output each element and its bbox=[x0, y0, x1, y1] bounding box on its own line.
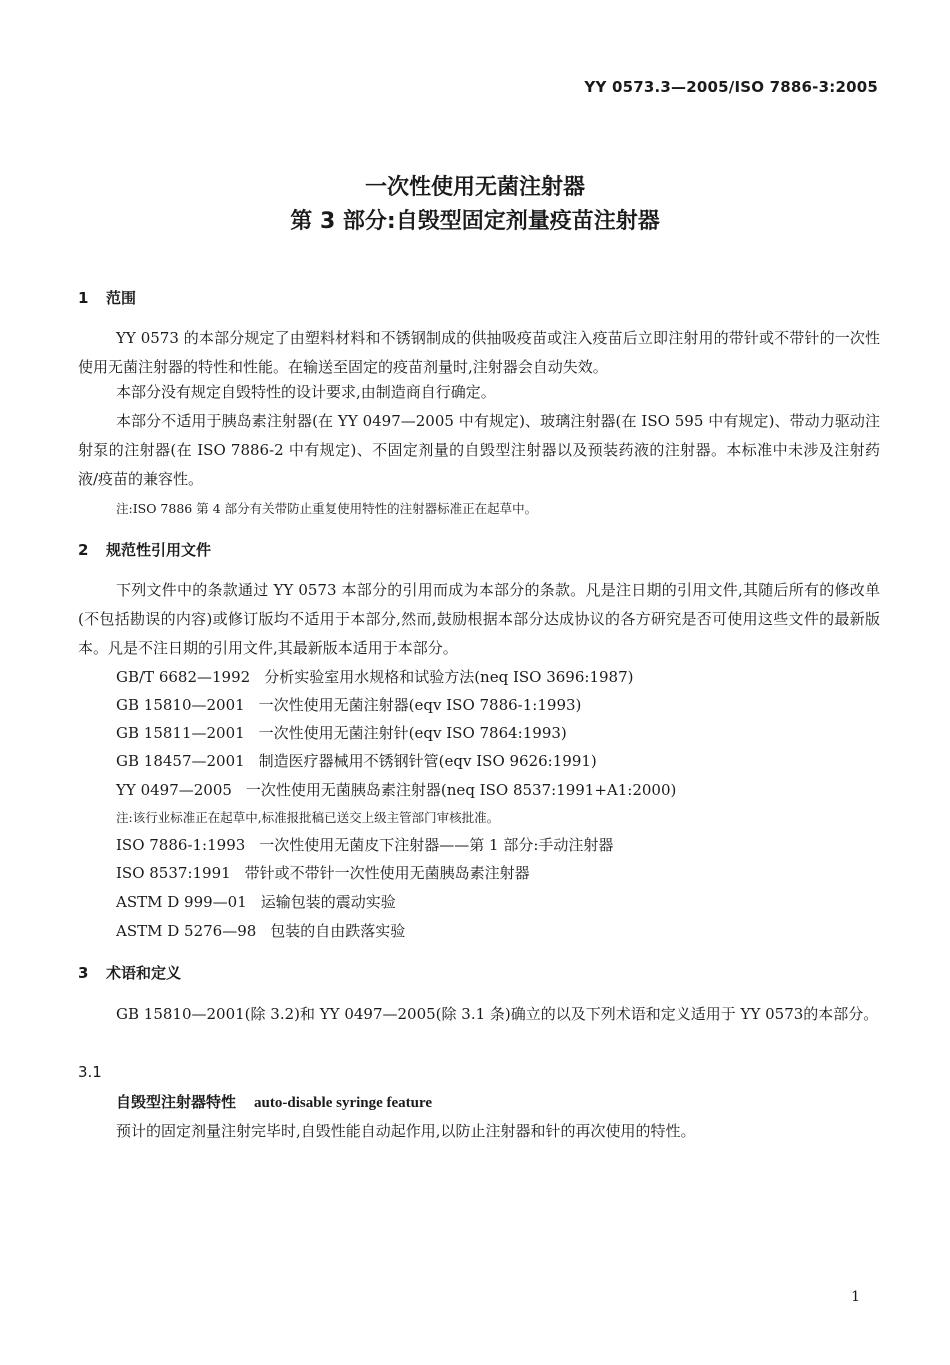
section-number: 2 bbox=[78, 541, 89, 559]
reference-code: GB/T 6682—1992 bbox=[116, 668, 251, 686]
reference-title: 分析实验室用水规格和试验方法(neq ISO 3696:1987) bbox=[264, 668, 634, 686]
reference-title: 带针或不带针一次性使用无菌胰岛素注射器 bbox=[244, 864, 530, 882]
section-3-paragraph-1: GB 15810—2001(除 3.2)和 YY 0497—2005(除 3.1 条)确立的以及下列术语和定义适用于 YY 0573的本部分。 bbox=[116, 1005, 879, 1023]
section-title: 范围 bbox=[106, 289, 137, 307]
standard-code: YY 0573.3—2005/ISO 7886-3:2005 bbox=[584, 78, 878, 96]
section-title: 术语和定义 bbox=[106, 964, 182, 982]
reference-code: ISO 8537:1991 bbox=[116, 864, 231, 882]
reference-item bbox=[116, 834, 613, 855]
reference-code: GB 18457—2001 bbox=[116, 752, 245, 770]
section-3-heading bbox=[78, 962, 181, 983]
reference-item bbox=[116, 750, 597, 771]
reference-item bbox=[116, 891, 396, 912]
section-1-heading bbox=[78, 287, 136, 308]
reference-item bbox=[116, 779, 676, 800]
document-title: 一次性使用无菌注射器 bbox=[364, 175, 585, 200]
reference-code: ASTM D 5276—98 bbox=[116, 922, 257, 940]
reference-title: 制造医疗器械用不锈钢针管(eqv ISO 9626:1991) bbox=[258, 752, 597, 770]
reference-code: YY 0497—2005 bbox=[116, 781, 232, 799]
section-1-note: 注:ISO 7886 第 4 部分有关带防止重复使用特性的注射器标准正在起草中。 bbox=[116, 501, 538, 516]
section-title: 规范性引用文件 bbox=[106, 541, 212, 559]
reference-code: ASTM D 999—01 bbox=[116, 893, 247, 911]
section-1-paragraph-3: 本部分不适用于胰岛素注射器(在 YY 0497—2005 中有规定)、玻璃注射器(在 ISO 595 中有规定)、带动力驱动注射泵的注射器(在 ISO 7886-2 中有规定)、不固定剂量的自毁型注射器以及预装药液的注射器。本标准中未涉及注射药液/疫苗的兼容性。 bbox=[78, 412, 880, 488]
term-definition: 预计的固定剂量注射完毕时,自毁性能自动起作用,以防止注射器和针的再次使用的特性。 bbox=[116, 1122, 696, 1140]
reference-item bbox=[116, 862, 530, 883]
section-2-note: 注:该行业标准正在起草中,标准报批稿已送交上级主管部门审核批准。 bbox=[116, 810, 500, 825]
section-number: 3 bbox=[78, 964, 89, 982]
section-1-paragraph-2: 本部分没有规定自毁特性的设计要求,由制造商自行确定。 bbox=[116, 383, 496, 401]
reference-title: 一次性使用无菌注射针(eqv ISO 7864:1993) bbox=[258, 724, 567, 742]
reference-title: 一次性使用无菌胰岛素注射器(neq ISO 8537:1991+A1:2000) bbox=[245, 781, 677, 799]
clause-number: 3.1 bbox=[78, 1063, 102, 1081]
document-subtitle: 第 3 部分:自毁型固定剂量疫苗注射器 bbox=[290, 209, 660, 234]
reference-code: GB 15811—2001 bbox=[116, 724, 245, 742]
term-chinese: 自毁型注射器特性 bbox=[116, 1093, 237, 1111]
reference-title: 一次性使用无菌皮下注射器——第 1 部分:手动注射器 bbox=[259, 836, 614, 854]
reference-code: ISO 7886-1:1993 bbox=[116, 836, 246, 854]
section-number: 1 bbox=[78, 289, 89, 307]
term-english: auto-disable syringe feature bbox=[254, 1095, 433, 1111]
section-1-paragraph-1: YY 0573 的本部分规定了由塑料材料和不锈钢制成的供抽吸疫苗或注入疫苗后立即注射用的带针或不带针的一次性使用无菌注射器的特性和性能。在输送至固定的疫苗剂量时,注射器会自动失效。 bbox=[78, 329, 880, 376]
term-entry bbox=[116, 1091, 432, 1112]
reference-item bbox=[116, 694, 581, 715]
section-2-heading bbox=[78, 539, 211, 560]
reference-title: 一次性使用无菌注射器(eqv ISO 7886-1:1993) bbox=[258, 696, 582, 714]
reference-item bbox=[116, 722, 567, 743]
reference-title: 包装的自由跌落实验 bbox=[270, 922, 406, 940]
section-2-paragraph-1: 下列文件中的条款通过 YY 0573 本部分的引用而成为本部分的条款。凡是注日期的引用文件,其随后所有的修改单(不包括勘误的内容)或修订版均不适用于本部分,然而,鼓励根据本部分达成协议的各方研究是否可使用这些文件的最新版本。凡是不注日期的引用文件,其最新版本适用于本部分。 bbox=[78, 581, 880, 657]
page-number: 1 bbox=[851, 1289, 860, 1305]
reference-item bbox=[116, 920, 405, 941]
reference-item bbox=[116, 666, 633, 687]
reference-code: GB 15810—2001 bbox=[116, 696, 245, 714]
reference-title: 运输包装的震动实验 bbox=[260, 893, 396, 911]
